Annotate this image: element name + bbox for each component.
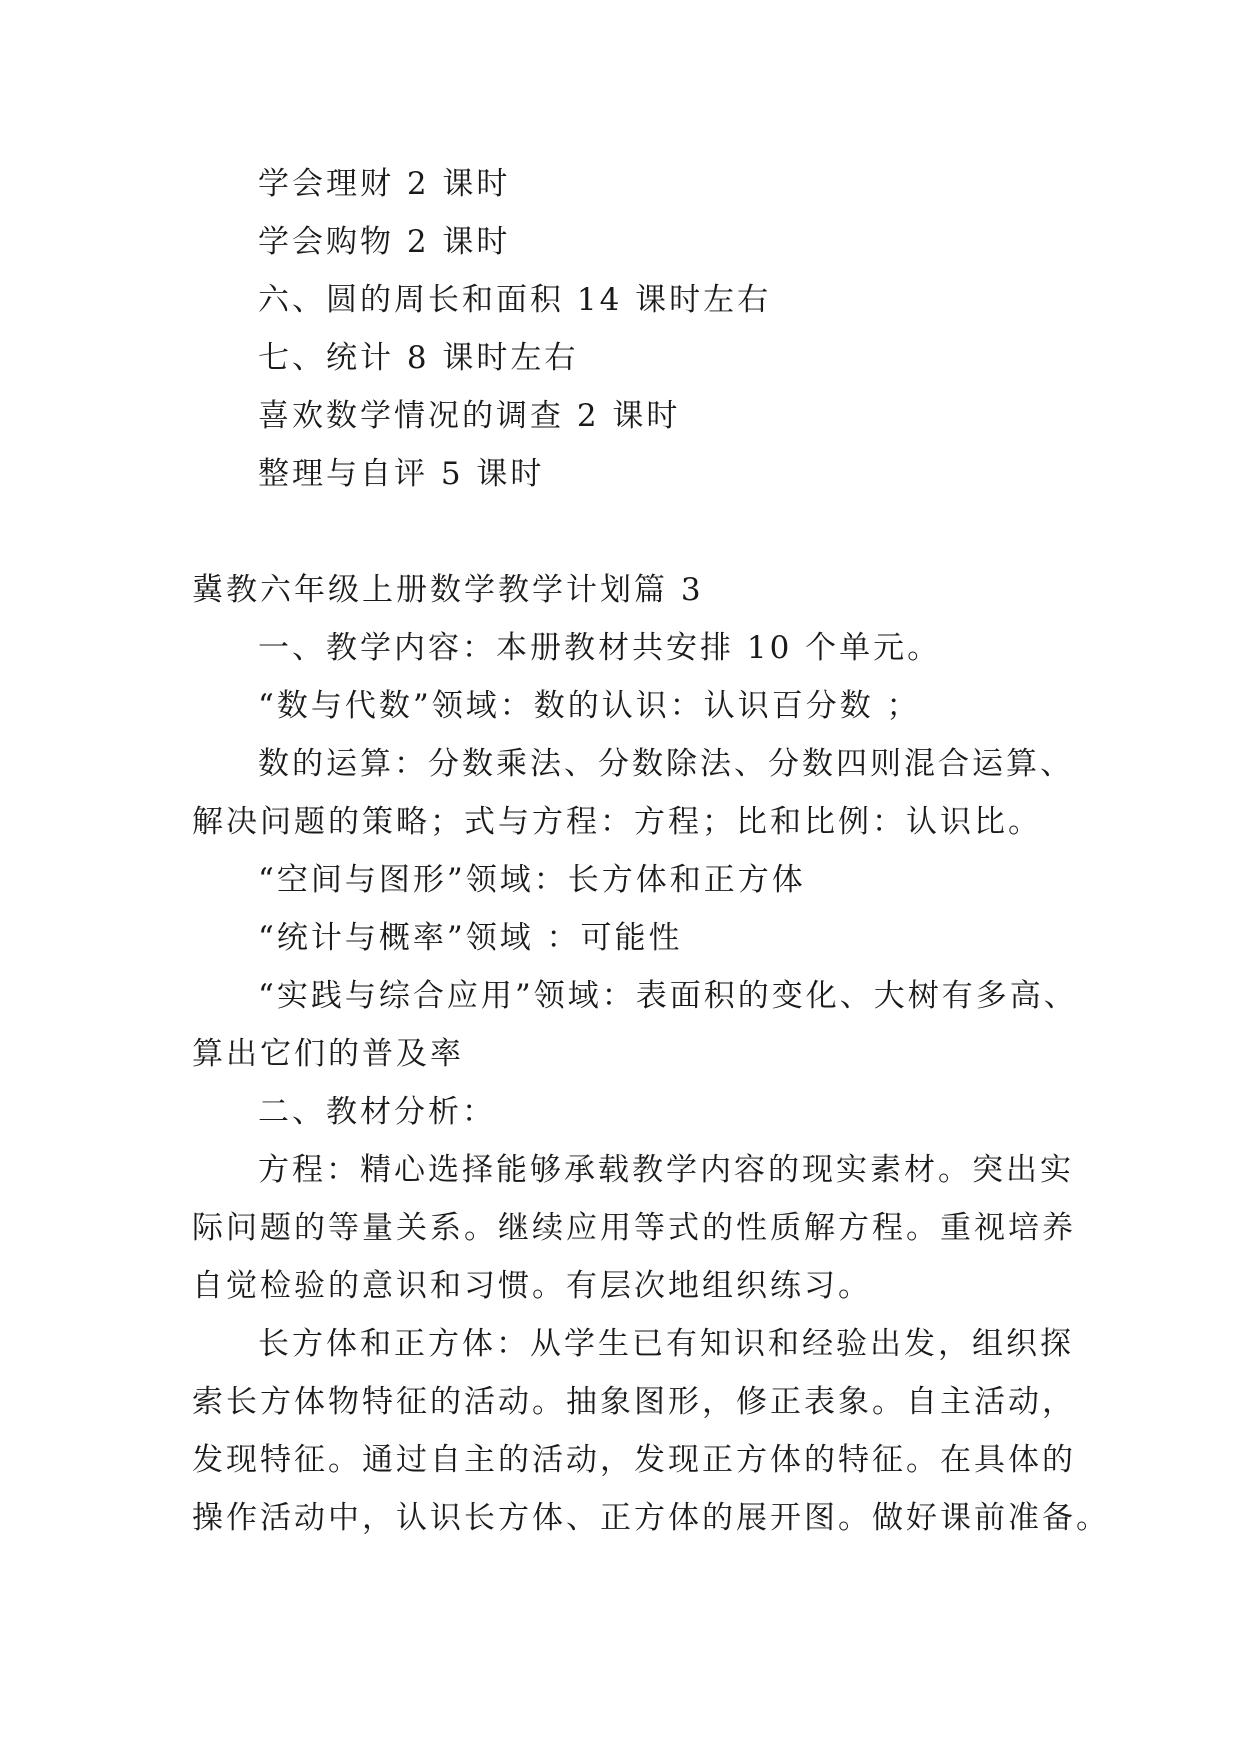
body-line: 操作活动中，认识长方体、正方体的展开图。做好课前准备。: [192, 1500, 1110, 1536]
schedule-line: 七、统计 8 课时左右: [258, 340, 579, 376]
body-line: 际问题的等量关系。继续应用等式的性质解方程。重视培养: [192, 1210, 1076, 1246]
body-line: 解决问题的策略；式与方程：方程；比和比例：认识比。: [192, 804, 1042, 840]
schedule-line: 整理与自评 5 课时: [258, 456, 545, 492]
body-line: “数与代数”领域：数的认识：认识百分数 ；: [258, 688, 921, 724]
schedule-line: 学会理财 2 课时: [258, 166, 511, 202]
schedule-line: 六、圆的周长和面积 14 课时左右: [258, 282, 772, 318]
schedule-line: 喜欢数学情况的调查 2 课时: [258, 398, 681, 434]
body-line: 数的运算：分数乘法、分数除法、分数四则混合运算、: [258, 746, 1074, 782]
body-line: 自觉检验的意识和习惯。有层次地组织练习。: [192, 1268, 872, 1304]
body-line: “空间与图形”领域：长方体和正方体: [258, 862, 806, 898]
body-line: 一、教学内容：本册教材共安排 10 个单元。: [258, 630, 942, 666]
section-title: 冀教六年级上册数学教学计划篇 3: [192, 572, 704, 608]
body-line: 长方体和正方体：从学生已有知识和经验出发，组织探: [258, 1326, 1074, 1362]
schedule-line: 学会购物 2 课时: [258, 224, 511, 260]
body-line: 索长方体物特征的活动。抽象图形，修正表象。自主活动，: [192, 1384, 1076, 1420]
body-line: 二、教材分析：: [258, 1094, 496, 1130]
body-line: 方程：精心选择能够承载教学内容的现实素材。突出实: [258, 1152, 1074, 1188]
body-line: 算出它们的普及率: [192, 1036, 464, 1072]
body-line: “实践与综合应用”领域：表面积的变化、大树有多高、: [258, 978, 1078, 1014]
body-line: “统计与概率”领域 ：可能性: [258, 920, 683, 956]
body-line: 发现特征。通过自主的活动，发现正方体的特征。在具体的: [192, 1442, 1076, 1478]
